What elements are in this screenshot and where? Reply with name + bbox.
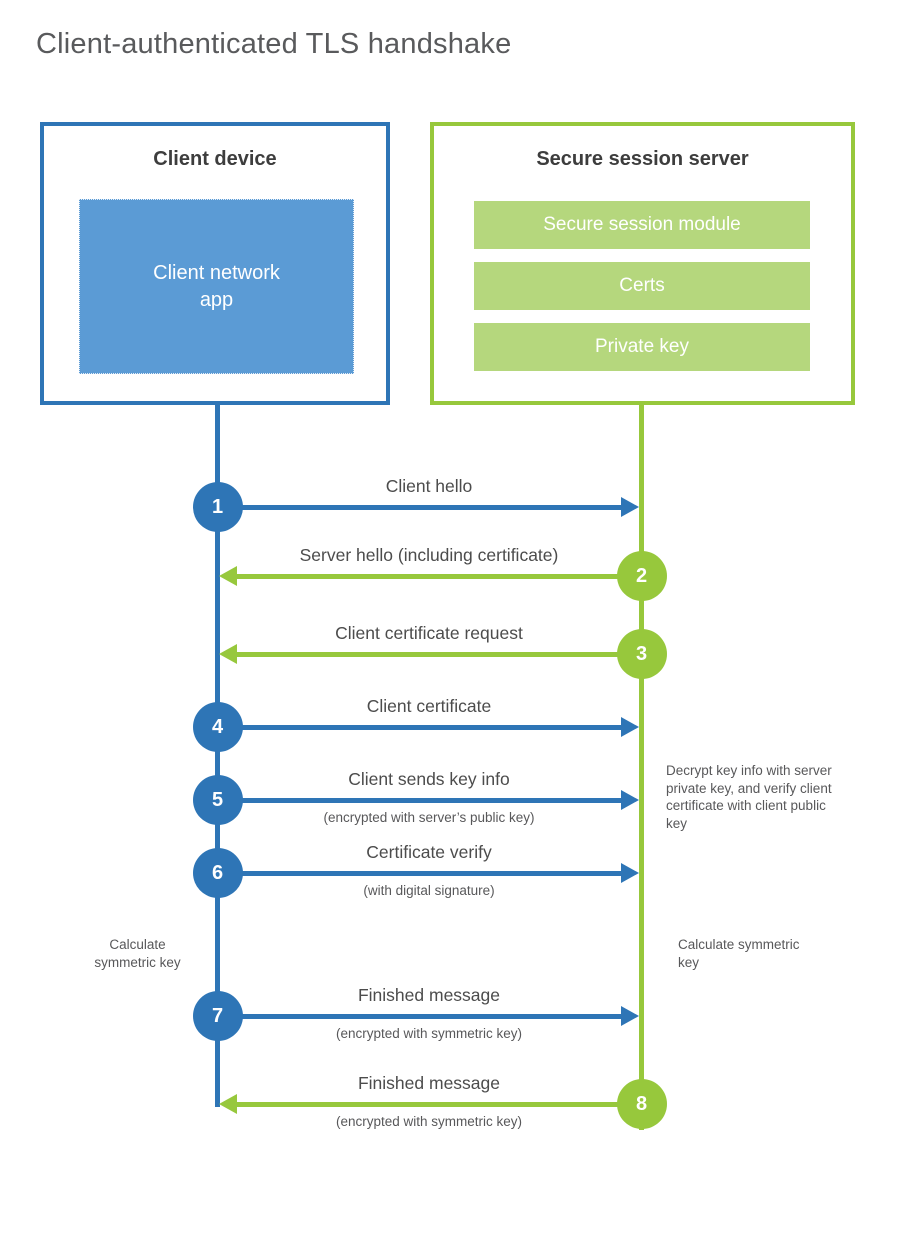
note-calculate-symmetric-key-client: Calculate symmetric key (94, 937, 181, 970)
server-modules-list (474, 201, 810, 371)
message-arrow-head (621, 863, 639, 883)
message-arrow-line (220, 1014, 622, 1019)
message-sublabel: (encrypted with symmetric key) (335, 1026, 523, 1041)
step-number-badge: 3 (617, 629, 667, 679)
client-device-title: Client device (153, 148, 277, 170)
server-module-bar-1: Certs (474, 262, 810, 310)
client-network-app-label: Client network app (153, 261, 280, 311)
step-number-badge: 4 (193, 702, 243, 752)
note-calculate-symmetric-key-server: Calculate symmetric key (678, 937, 800, 970)
message-label: Finished message (357, 1073, 501, 1093)
message-arrow-line (220, 505, 622, 510)
note-decrypt-key-info: Decrypt key info with server private key, and verify client certificate with client public key (666, 763, 832, 831)
step-number-badge: 5 (193, 775, 243, 825)
message-arrow-line (220, 871, 622, 876)
message-label: Server hello (including certificate) (299, 545, 559, 565)
message-arrow-line (234, 1102, 639, 1107)
message-arrow-head (621, 497, 639, 517)
message-label: Client certificate (366, 696, 492, 716)
message-sublabel: (encrypted with symmetric key) (335, 1114, 523, 1129)
server-module-bar-0: Secure session module (474, 201, 810, 249)
step-number-badge: 7 (193, 991, 243, 1041)
message-label: Client sends key info (348, 769, 510, 789)
server-title: Secure session server (536, 148, 749, 170)
message-arrow-line (234, 652, 639, 657)
message-label: Certificate verify (366, 842, 492, 862)
step-number-badge: 2 (617, 551, 667, 601)
step-number-badge: 6 (193, 848, 243, 898)
server-lifeline (639, 403, 644, 1130)
message-label: Client certificate request (335, 623, 523, 643)
message-label: Finished message (357, 985, 501, 1005)
page-title: Client-authenticated TLS handshake (36, 28, 512, 60)
message-arrow-head (621, 1006, 639, 1026)
message-arrow-line (234, 574, 639, 579)
message-arrow-line (220, 798, 622, 803)
message-arrow-line (220, 725, 622, 730)
message-arrow-head (219, 566, 237, 586)
message-arrow-head (621, 717, 639, 737)
message-sublabel: (encrypted with server’s public key) (323, 810, 535, 825)
message-arrow-head (219, 644, 237, 664)
step-number-badge: 1 (193, 482, 243, 532)
client-network-app-box (79, 199, 354, 374)
step-number-badge: 8 (617, 1079, 667, 1129)
message-arrow-head (621, 790, 639, 810)
message-label: Client hello (385, 476, 473, 496)
message-sublabel: (with digital signature) (363, 883, 495, 898)
server-module-bar-2: Private key (474, 323, 810, 371)
message-arrow-head (219, 1094, 237, 1114)
